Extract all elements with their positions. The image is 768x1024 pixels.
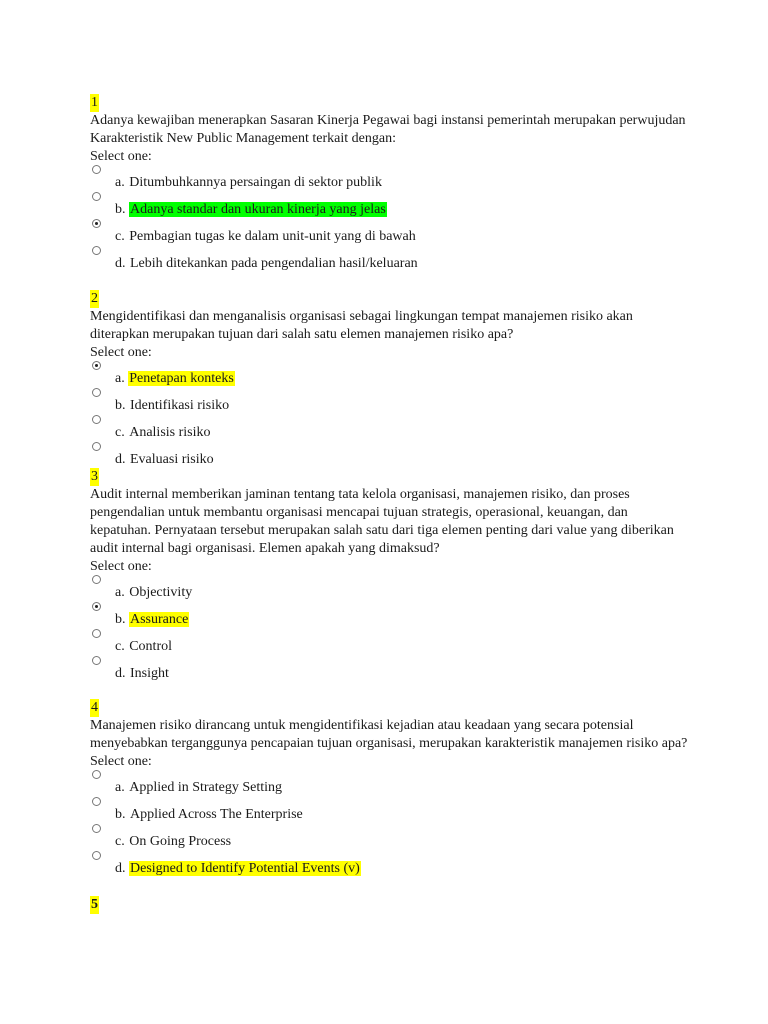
radio-button[interactable] <box>92 797 101 806</box>
radio-button[interactable] <box>92 575 101 584</box>
question-text: Adanya kewajiban menerapkan Sasaran Kinerja Pegawai bagi instansi pemerintah merupakan perwujudan Karakteristik New Public Management terkait dengan: <box>90 113 686 146</box>
option-text: Pembagian tugas ke dalam unit-unit yang di bawah <box>129 229 416 244</box>
option-text: Applied Across The Enterprise <box>130 807 303 822</box>
option-b[interactable] <box>90 603 690 630</box>
option-letter: c. <box>115 834 125 849</box>
option-d[interactable] <box>90 852 690 879</box>
option-letter: b. <box>115 398 126 413</box>
radio-button[interactable] <box>92 165 101 174</box>
radio-button[interactable] <box>92 824 101 833</box>
question-number: 1 <box>91 95 98 110</box>
option-a[interactable] <box>90 576 690 603</box>
radio-button[interactable] <box>92 629 101 638</box>
option-c[interactable] <box>90 825 690 852</box>
question-5-header <box>90 896 690 914</box>
option-letter: a. <box>115 175 125 190</box>
question-number: 5 <box>91 897 98 912</box>
option-d[interactable] <box>90 443 690 470</box>
option-c[interactable] <box>90 220 690 247</box>
option-d[interactable] <box>90 657 690 684</box>
radio-button[interactable] <box>92 656 101 665</box>
select-one-label: Select one: <box>90 345 152 360</box>
option-text: Analisis risiko <box>129 425 211 440</box>
radio-button-checked[interactable] <box>92 219 101 228</box>
option-letter: c. <box>115 639 125 654</box>
option-b[interactable] <box>90 193 690 220</box>
option-text: Identifikasi risiko <box>130 398 230 413</box>
option-letter: d. <box>115 861 126 876</box>
option-d[interactable] <box>90 247 690 274</box>
option-letter: b. <box>115 612 126 627</box>
question-4 <box>90 699 690 879</box>
radio-button[interactable] <box>92 770 101 779</box>
option-letter: d. <box>115 256 126 271</box>
option-c[interactable] <box>90 630 690 657</box>
question-2 <box>90 290 690 470</box>
option-text: Designed to Identify Potential Events (v) <box>130 861 360 876</box>
radio-button[interactable] <box>92 192 101 201</box>
radio-button-checked[interactable] <box>92 602 101 611</box>
select-one-label: Select one: <box>90 559 152 574</box>
option-text: Evaluasi risiko <box>130 452 214 467</box>
option-letter: d. <box>115 452 126 467</box>
radio-button[interactable] <box>92 388 101 397</box>
option-text: Applied in Strategy Setting <box>129 780 283 795</box>
radio-button-checked[interactable] <box>92 361 101 370</box>
question-number: 3 <box>91 469 98 484</box>
option-text: Ditumbuhkannya persaingan di sektor publik <box>129 175 382 190</box>
radio-button[interactable] <box>92 246 101 255</box>
option-text: Insight <box>130 666 169 681</box>
option-a[interactable] <box>90 771 690 798</box>
option-b[interactable] <box>90 389 690 416</box>
option-letter: b. <box>115 807 126 822</box>
radio-button[interactable] <box>92 851 101 860</box>
option-letter: b. <box>115 202 126 217</box>
option-letter: d. <box>115 666 126 681</box>
select-one-label: Select one: <box>90 149 152 164</box>
option-text: Assurance <box>130 612 189 627</box>
question-text: Mengidentifikasi dan menganalisis organisasi sebagai lingkungan tempat manajemen risiko akan diterapkan merupakan tujuan dari salah satu elemen manajemen risiko apa? <box>90 309 633 342</box>
question-number: 4 <box>91 700 98 715</box>
option-text: Adanya standar dan ukuran kinerja yang jelas <box>130 202 386 217</box>
question-text: Audit internal memberikan jaminan tentang tata kelola organisasi, manajemen risiko, dan proses pengendalian untuk membantu organisasi mencapai tujuan strategis, operasional, keuangan, dan kepatuhan. Pernyataan tersebut merupakan salah satu dari tiga elemen penting dari value yang diberikan audit internal bagi organisasi. Elemen apakah yang dimaksud? <box>90 487 674 556</box>
option-letter: a. <box>115 371 125 386</box>
select-one-label: Select one: <box>90 754 152 769</box>
option-letter: a. <box>115 585 125 600</box>
question-1 <box>90 94 690 274</box>
option-text: Penetapan konteks <box>129 371 234 386</box>
option-text: Objectivity <box>129 585 193 600</box>
radio-button[interactable] <box>92 442 101 451</box>
radio-button[interactable] <box>92 415 101 424</box>
option-letter: c. <box>115 425 125 440</box>
option-letter: c. <box>115 229 125 244</box>
option-c[interactable] <box>90 416 690 443</box>
option-text: On Going Process <box>129 834 232 849</box>
question-number: 2 <box>91 291 98 306</box>
option-a[interactable] <box>90 166 690 193</box>
option-text: Control <box>129 639 172 654</box>
option-text: Lebih ditekankan pada pengendalian hasil/keluaran <box>130 256 418 271</box>
question-text: Manajemen risiko dirancang untuk mengidentifikasi kejadian atau keadaan yang secara potensial menyebabkan terganggunya pencapaian tujuan organisasi, merupakan karakteristik manajemen risiko apa? <box>90 718 688 751</box>
option-a[interactable] <box>90 362 690 389</box>
option-letter: a. <box>115 780 125 795</box>
question-3 <box>90 468 690 684</box>
option-b[interactable] <box>90 798 690 825</box>
